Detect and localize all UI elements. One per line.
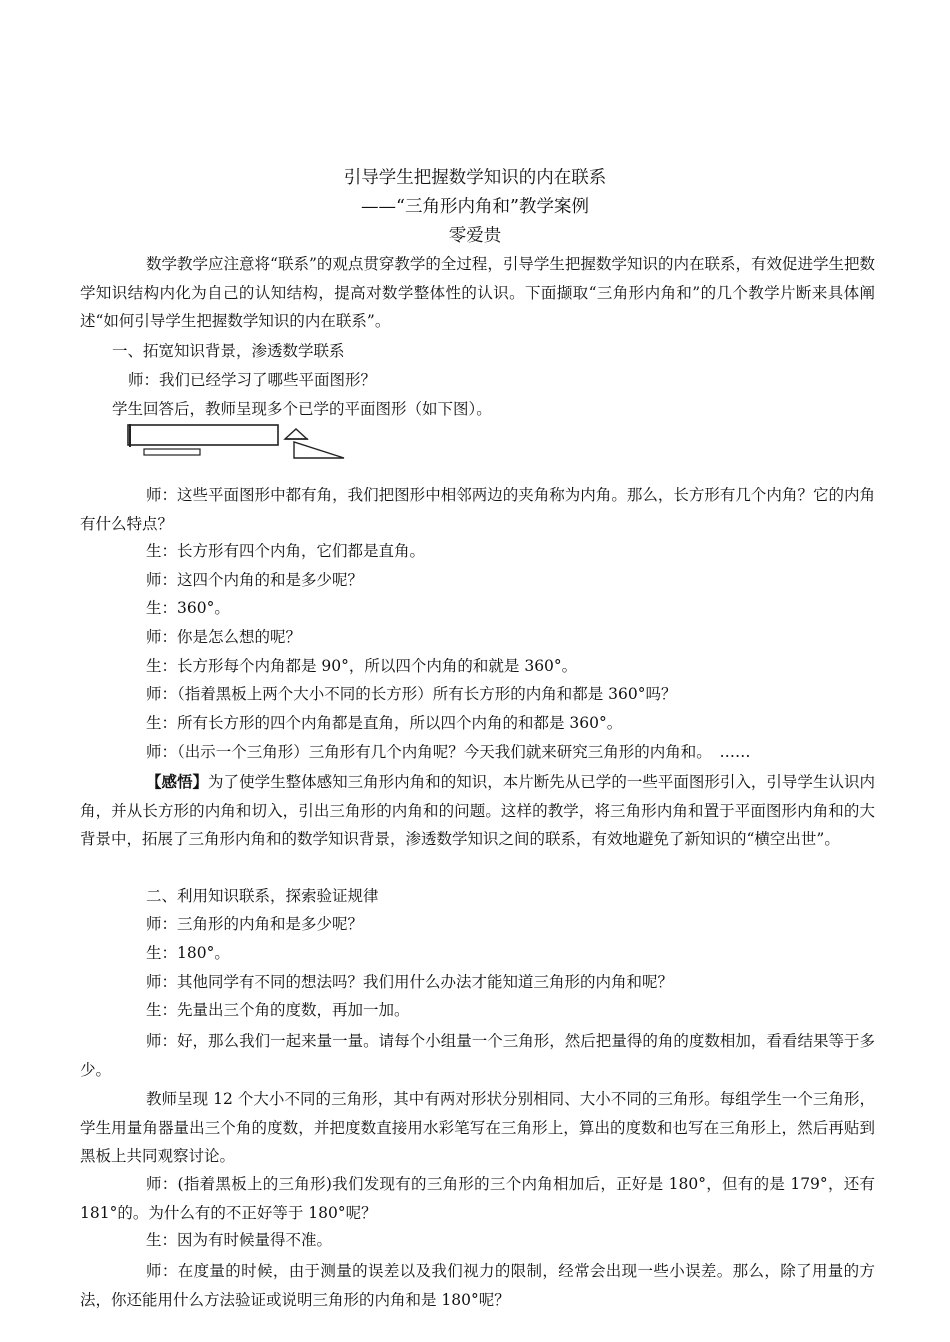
teacher-question: 师：三角形的内角和是多少呢？ — [146, 915, 364, 933]
ganwu-text: 为了使学生整体感知三角形内角和的知识，本片断先从已学的一些平面图形引入，引导学生认识内角，并从长方形的内角和切入，引出三角形的内角和的问题。这样的教学，将三角形内角和置于平面图形内角和的大背景中，拓展了三角形内角和的数学知识背景，渗透数学知识之间的联系，有效地避免了新知识的“横空出世”。 — [80, 773, 875, 849]
student-answer: 生：因为有时候量得不准。 — [146, 1231, 333, 1249]
students-answer-note: 学生回答后，教师呈现多个已学的平面图形（如下图）。 — [112, 400, 492, 418]
student-answer: 生：360°。 — [146, 599, 230, 617]
section1-heading: 一、拓宽知识背景，渗透数学联系 — [112, 342, 345, 360]
plane-shapes-figure — [122, 419, 352, 461]
activity-description: 教师呈现 12 个大小不同的三角形，其中有两对形状分别相同、大小不同的三角形。每组学生一个三角形，学生用量角器量出三个角的度数，并把度数直接用水彩笔写在三角形上，算出的度数和也写在三角形上，然后再贴到黑板上共同观察讨论。 — [80, 1090, 875, 1166]
teacher-question: 师：这四个内角的和是多少呢？ — [146, 571, 364, 589]
teacher-question: 师：你是怎么想的呢？ — [146, 628, 302, 646]
teacher-question: 师：我们已经学习了哪些平面图形？ — [128, 371, 377, 389]
document-title: 引导学生把握数学知识的内在联系 — [343, 168, 607, 188]
student-answer: 生：180°。 — [146, 944, 230, 962]
teacher-question: 师：（指着黑板上两个大小不同的长方形）所有长方形的内角和都是 360°吗？ — [146, 685, 677, 703]
teacher-instruction: 师：好，那么我们一起来量一量。请每个小组量一个三角形，然后把量得的角的度数相加，看看结果等于多少。 — [80, 1032, 875, 1079]
right-triangle-shape — [294, 442, 344, 458]
document-author: 零爱贵 — [448, 226, 502, 246]
section2-heading: 二、利用知识联系，探索验证规律 — [146, 887, 379, 905]
student-answer: 生：长方形有四个内角，它们都是直角。 — [146, 542, 426, 560]
teacher-question: 师：其他同学有不同的想法吗？我们用什么办法才能知道三角形的内角和呢？ — [146, 973, 674, 991]
ganwu-label: 【感悟】 — [146, 772, 209, 791]
document-subtitle: ——“三角形内角和”教学案例 — [361, 197, 589, 217]
student-answer: 生：长方形每个内角都是 90°，所以四个内角的和就是 360°。 — [146, 657, 578, 675]
intro-paragraph: 数学教学应注意将“联系”的观点贯穿教学的全过程，引导学生把握数学知识的内在联系，有效促进学生把数学知识结构内化为自己的认知结构，提高对数学整体性的认识。下面撷取“三角形内角和”的几个教学片断来具体阐述“如何引导学生把握数学知识的内在联系”。 — [80, 255, 875, 331]
student-answer: 生：先量出三个角的度数，再加一加。 — [146, 1001, 410, 1019]
teacher-question: 师：（出示一个三角形）三角形有几个内角呢？今天我们就来研究三角形的内角和。 …… — [146, 743, 751, 761]
small-rectangle-shape — [144, 449, 200, 455]
teacher-question: 师：(指着黑板上的三角形)我们发现有的三角形的三个内角相加后，正好是 180°，但有的是 179°，还有 181°的。为什么有的不正好等于 180°呢？ — [80, 1175, 875, 1222]
long-rectangle-shape — [128, 424, 278, 447]
teacher-question-angles: 师：这些平面图形中都有角，我们把图形中相邻两边的夹角称为内角。那么，长方形有几个内角？它的内角有什么特点？ — [80, 486, 875, 533]
student-answer: 生：所有长方形的四个内角都是直角，所以四个内角的和都是 360°。 — [146, 714, 623, 732]
small-triangle-shape — [285, 429, 307, 439]
ganwu-paragraph — [80, 768, 875, 854]
teacher-question: 师：在度量的时候，由于测量的误差以及我们视力的限制，经常会出现一些小误差。那么，除了用量的方法，你还能用什么方法验证或说明三角形的内角和是 180°呢？ — [80, 1262, 875, 1309]
